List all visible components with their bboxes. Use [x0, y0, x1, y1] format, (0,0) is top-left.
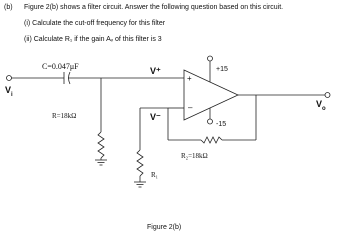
- input-terminal: [7, 76, 12, 81]
- question-intro: Figure 2(b) shows a filter circuit. Answer the following question based on this circuit.: [24, 4, 284, 11]
- feedback-resistor-label: R₂=18kΩ: [181, 152, 208, 160]
- inverting-sign: –: [188, 103, 193, 112]
- feedback-resistor-r2: [201, 137, 222, 143]
- question-part-label: (b): [4, 4, 13, 11]
- positive-supply-terminal: [208, 56, 213, 61]
- question-item-i: (i) Calculate the cut-off frequency for this filter: [24, 20, 166, 27]
- resistor-r-to-ground: [95, 78, 107, 165]
- non-inverting-sign: +: [187, 74, 192, 83]
- capacitor-label: C=0.047μF: [42, 62, 79, 71]
- input-voltage-label: $V_i$: [5, 85, 13, 98]
- r1-label: R₁: [151, 171, 159, 179]
- output-terminal: [325, 93, 330, 98]
- op-amp-symbol: [184, 70, 238, 120]
- negative-supply-label: -15: [216, 121, 227, 128]
- question-item-ii: (ii) Calculate R₁ if the gain Aᵥ of this filter is 3: [24, 36, 162, 43]
- figure-caption: Figure 2(b): [147, 224, 182, 231]
- positive-supply-label: +15: [216, 66, 228, 73]
- output-voltage-label: $V_o$: [316, 99, 326, 112]
- v-plus-label: V⁺: [150, 66, 161, 76]
- v-minus-label: V⁻: [150, 112, 161, 122]
- negative-supply-terminal: [208, 119, 213, 124]
- resistor-r-label: R=18kΩ: [52, 112, 77, 120]
